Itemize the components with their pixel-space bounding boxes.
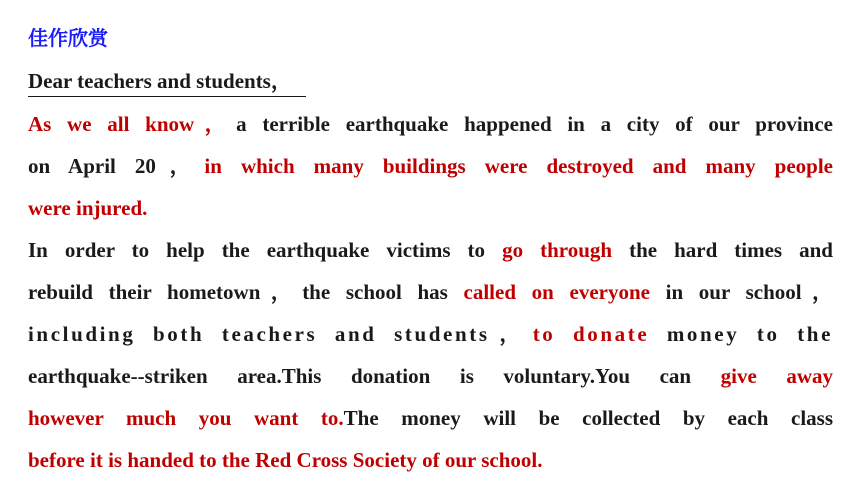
- highlight-phrase: As we all know，: [28, 112, 237, 136]
- letter-salutation: Dear teachers and students，: [28, 66, 306, 97]
- body-phrase: The money will be collected by each class: [343, 406, 833, 430]
- body-phrase: money to the: [649, 322, 833, 346]
- paragraph-2-line-2: [28, 274, 833, 316]
- highlight-phrase: called on everyone: [463, 280, 650, 304]
- body-phrase: including both teachers and students，: [28, 322, 533, 346]
- highlight-phrase: however much you want to.: [28, 406, 344, 430]
- highlight-phrase: give away: [720, 364, 833, 388]
- highlight-phrase: in which many buildings were destroyed and many people: [204, 154, 834, 178]
- paragraph-2-line-6: [28, 442, 833, 484]
- body-phrase: a terrible earthquake happened in a city of our province: [236, 112, 833, 136]
- paragraph-2-line-4: [28, 358, 833, 400]
- paragraph-1-line-2: [28, 148, 833, 190]
- paragraph-1-line-1: [28, 106, 833, 148]
- body-phrase: on April 20，: [28, 154, 205, 178]
- highlight-phrase: before it is handed to the Red Cross Society of our school.: [28, 448, 543, 472]
- paragraph-1: [28, 106, 833, 232]
- body-phrase: rebuild their hometown，the school has: [28, 280, 464, 304]
- highlight-phrase: to donate: [532, 322, 650, 346]
- letter-body: [28, 106, 833, 484]
- paragraph-1-line-3: [28, 190, 833, 232]
- paragraph-2-line-1: [28, 232, 833, 274]
- body-phrase: In order to help the earthquake victims to: [28, 238, 503, 262]
- body-phrase: earthquake--striken area.This donation is voluntary.You can: [28, 364, 721, 388]
- highlight-phrase: were injured.: [28, 196, 148, 220]
- paragraph-2: [28, 232, 833, 484]
- highlight-phrase: go through: [502, 238, 613, 262]
- section-heading: 佳作欣赏: [28, 26, 108, 50]
- body-phrase: in our school，: [649, 280, 833, 304]
- paragraph-2-line-5: [28, 400, 833, 442]
- paragraph-2-line-3: [28, 316, 833, 358]
- body-phrase: the hard times and: [612, 238, 833, 262]
